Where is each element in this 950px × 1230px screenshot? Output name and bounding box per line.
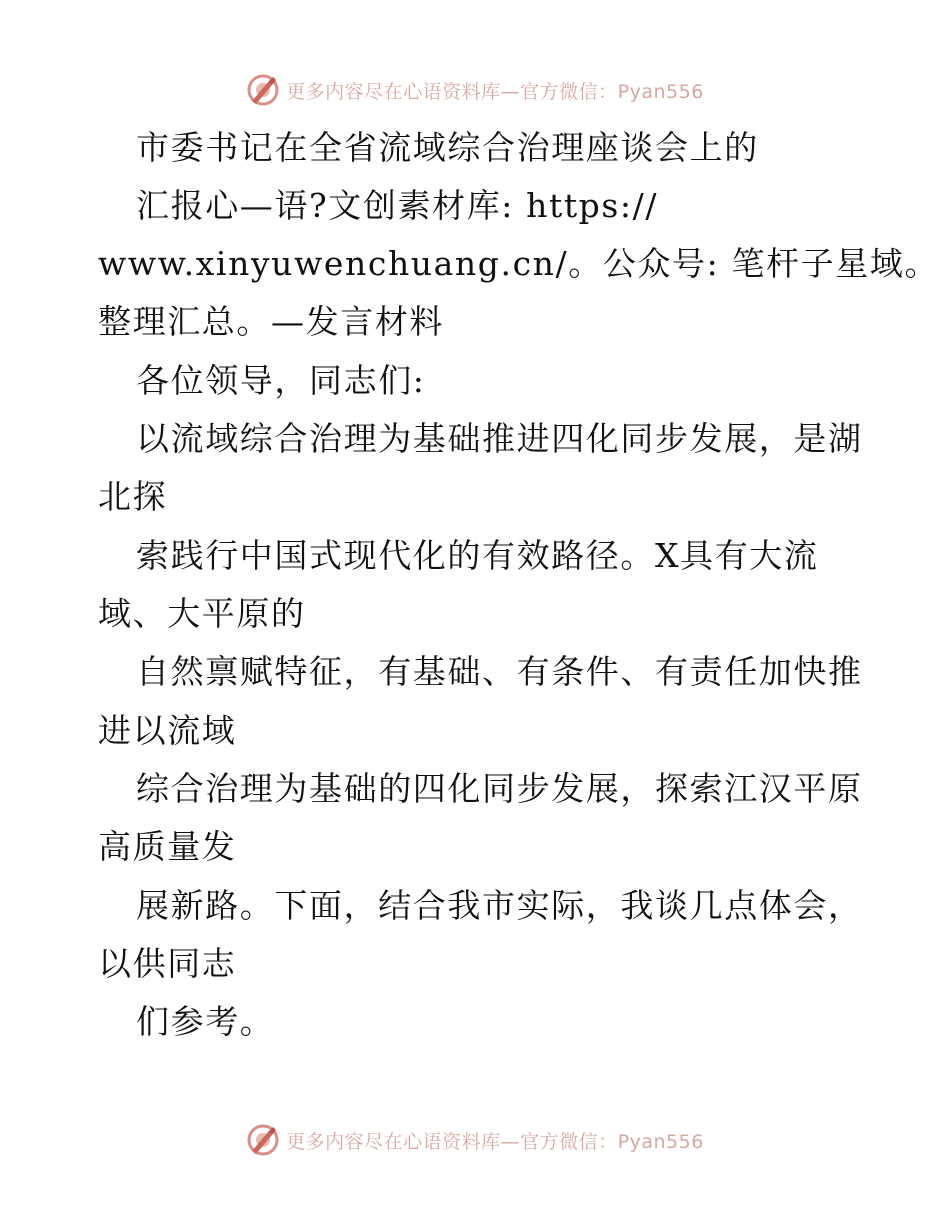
pen-logo-icon: [246, 1123, 280, 1157]
text-line: 各位领导，同志们:: [136, 361, 426, 400]
text-line: 以供同志: [98, 944, 237, 983]
text-line: 市委书记在全省流域综合治理座谈会上的: [136, 128, 759, 167]
footer-watermark-banner: [0, 1118, 950, 1162]
pen-logo-icon: [246, 73, 280, 107]
text-line: 北探: [98, 477, 168, 516]
watermark-text: 更多内容尽在心语资料库—官方微信：Pyan556: [286, 80, 704, 103]
watermark-text: 更多内容尽在心语资料库—官方微信：Pyan556: [286, 1130, 704, 1153]
text-line: www.xinyuwenchuang.cn/。公众号: 笔杆子星域。: [98, 244, 940, 283]
text-line: 自然禀赋特征，有基础、有条件、有责任加快推: [136, 652, 863, 691]
text-line: 以流域综合治理为基础推进四化同步发展，是湖: [136, 419, 863, 458]
text-line: 进以流域: [98, 711, 237, 750]
text-line: 高质量发: [98, 827, 237, 866]
text-line: 综合治理为基础的四化同步发展，探索江汉平原: [136, 769, 863, 808]
text-line: 域、大平原的: [98, 594, 306, 633]
text-line: 整理汇总。—发言材料: [98, 302, 444, 341]
header-watermark-banner: [0, 68, 950, 112]
text-line: 们参考。: [136, 1002, 275, 1041]
text-line: 展新路。下面，结合我市实际，我谈几点体会，: [136, 886, 863, 925]
text-line: 汇报心—语?文创素材库: https://: [136, 186, 659, 225]
text-line: 索践行中国式现代化的有效路径。X具有大流: [136, 536, 819, 575]
